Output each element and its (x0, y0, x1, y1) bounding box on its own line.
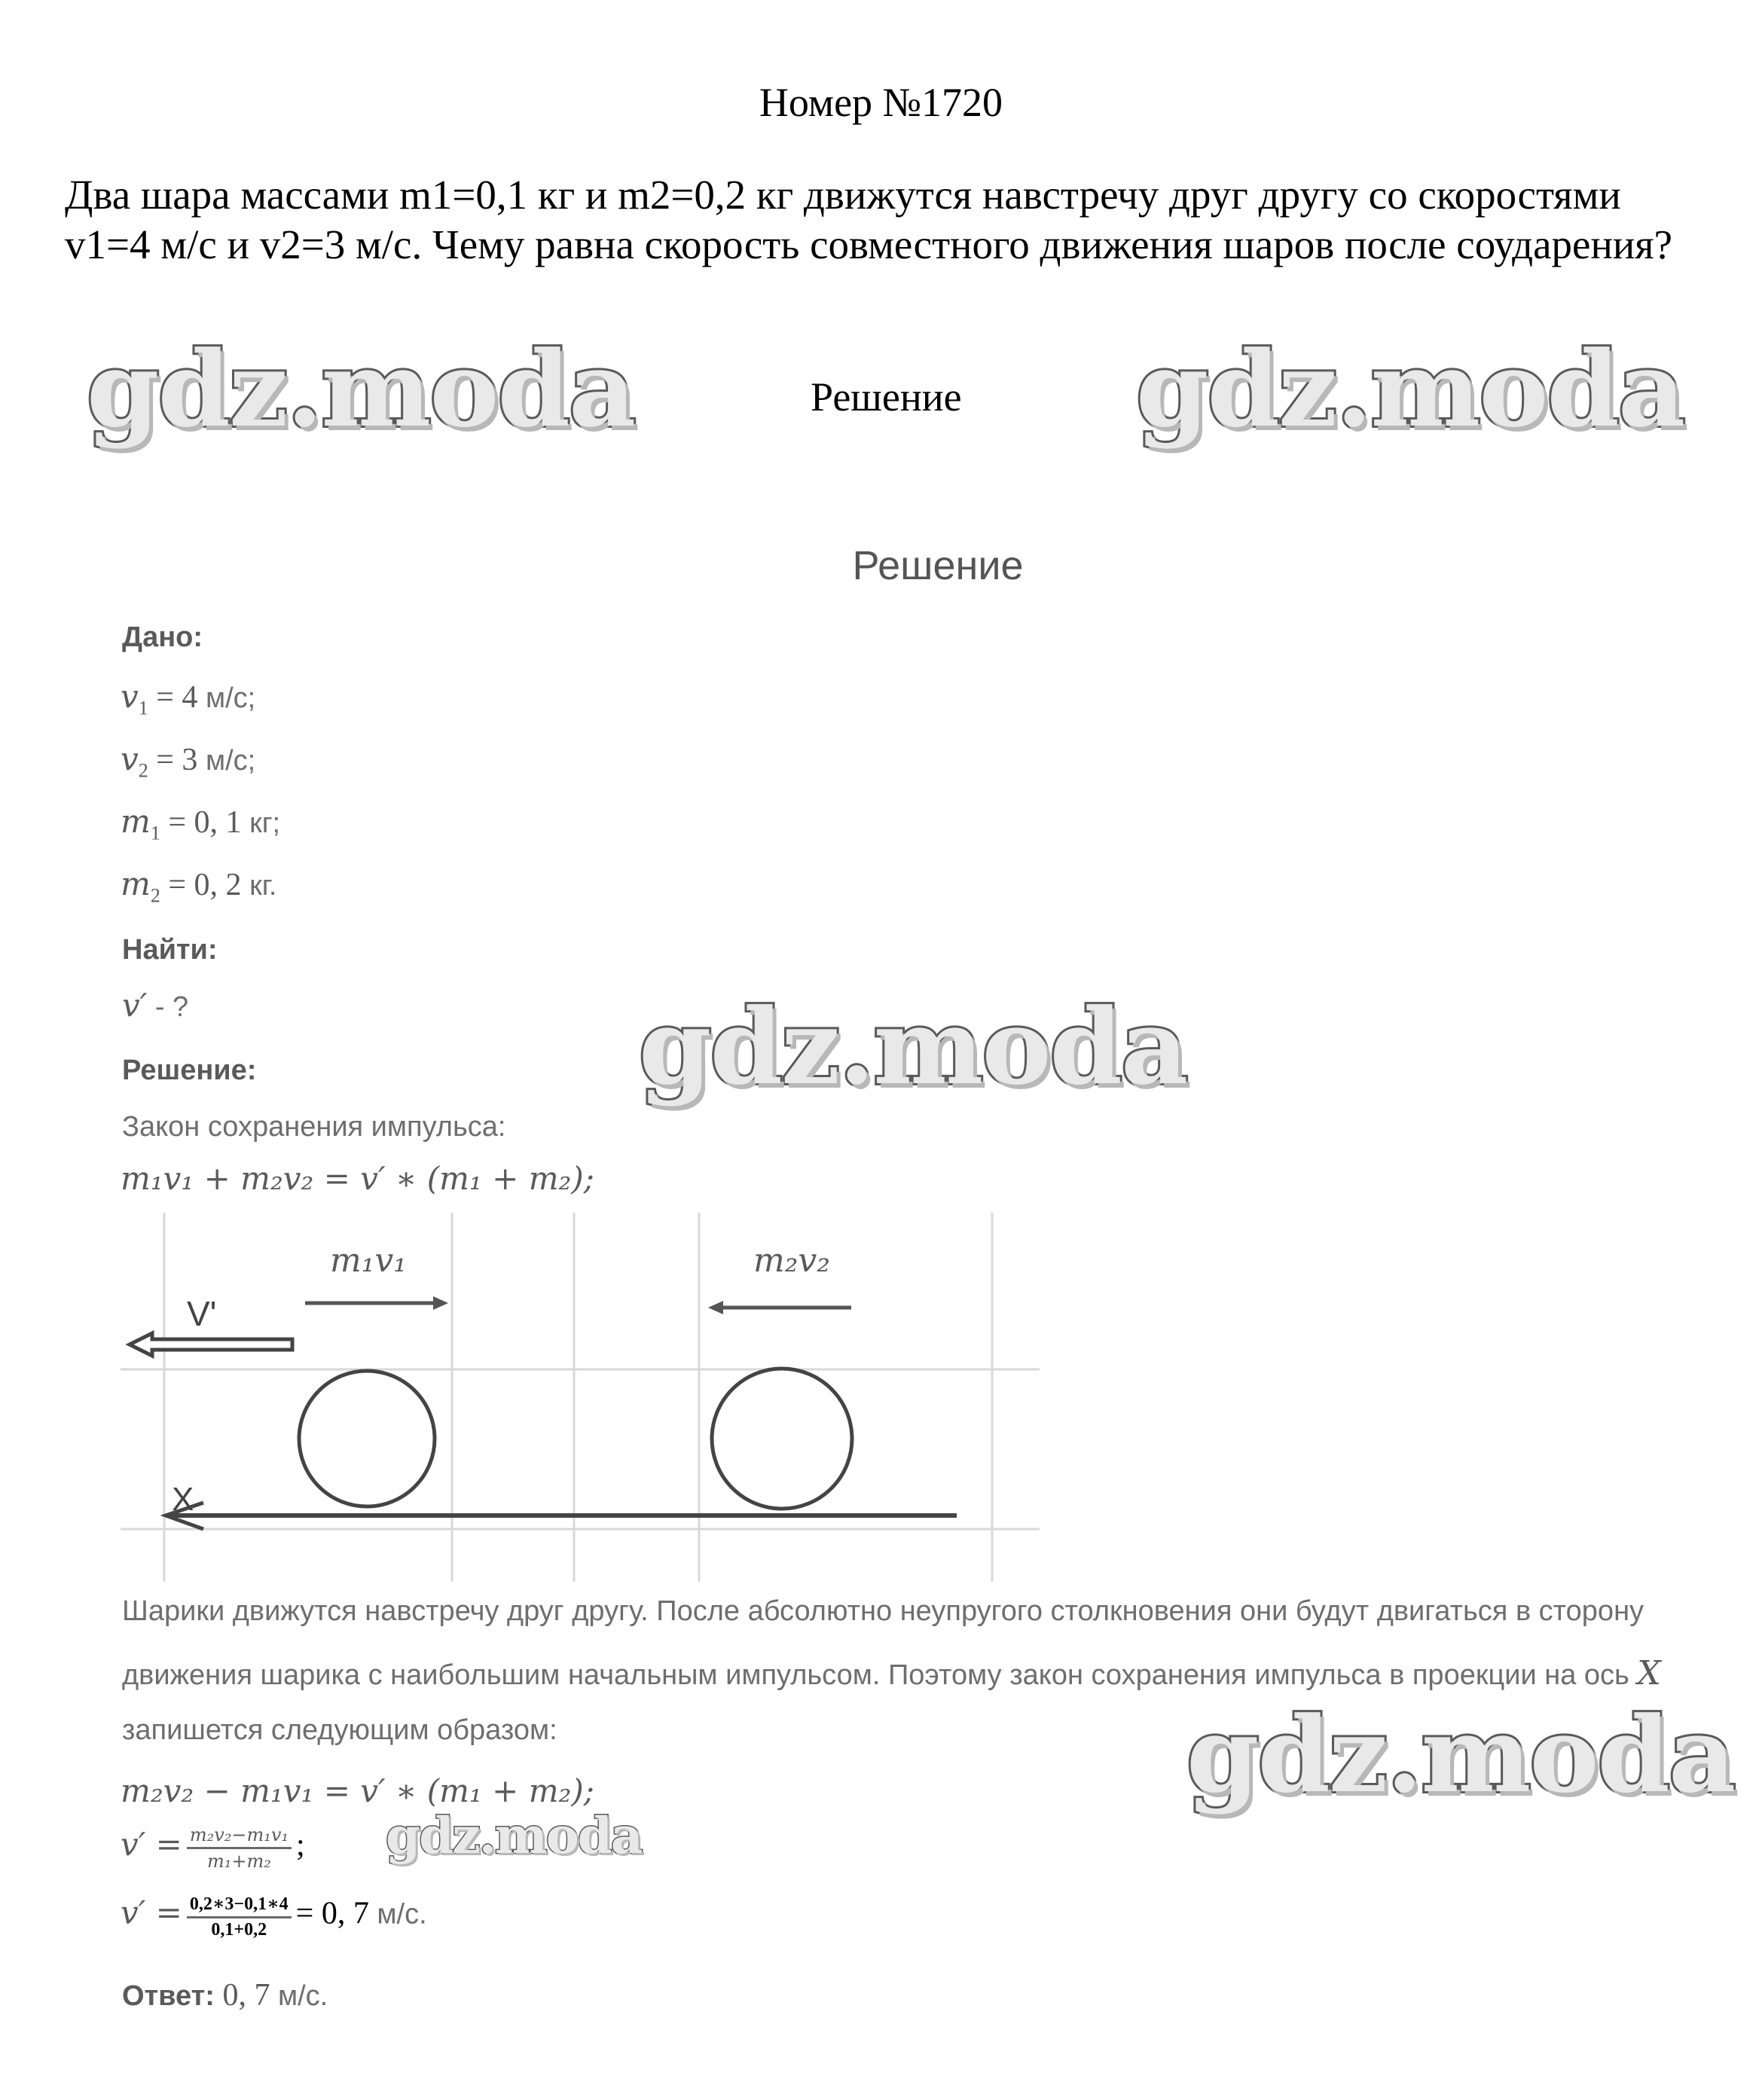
projection-equation: m₂v₂ − m₁v₁ = v′ ∗ (m₁ + m₂); (121, 1772, 594, 1809)
given-m1: $m_1 = 0$, 1 кг; (121, 803, 281, 844)
label-m1v1: m₁v₁ (330, 1241, 407, 1280)
solution-label: Решение (811, 374, 962, 420)
find-value: v′ - ? (122, 987, 189, 1024)
arrowhead-left (708, 1301, 723, 1314)
given-label: Дано: (122, 621, 203, 653)
given-m2: $m_2 = 0$, 2 кг. (121, 865, 277, 907)
velocity-formula: v′ = $\frac{\text{m₂v₂−m₁v₁}}{\text{m₁+m₂}}$ ; (121, 1824, 305, 1872)
label-m2v2: m₂v₂ (753, 1241, 830, 1280)
momentum-equation: m₁v₁ + m₂v₂ = v′ ∗ (m₁ + m₂); (121, 1160, 594, 1197)
watermark: gdz.moda (1186, 1693, 1735, 1816)
collision-diagram (121, 1213, 1040, 1582)
para-line-3: запишется следующим образом: (122, 1714, 557, 1746)
page-title: Номер №1720 (759, 80, 1003, 125)
given-v1: $v_1 = 4$ м/с; (121, 678, 256, 719)
answer: Ответ: 0, 7 м/с. (122, 1978, 328, 2013)
watermark: gdz.moda (386, 1806, 642, 1865)
watermark: gdz.moda (639, 985, 1187, 1108)
watermark: gdz.moda (1136, 328, 1684, 450)
velocity-calculation: v′ = $\frac{0,2∗3-0,1∗4}{0,1+0,2}$ = 0, 7 м/с. (121, 1892, 427, 1940)
solution-heading: Решение (852, 543, 1024, 588)
arrowhead-right (433, 1296, 448, 1310)
velocity-arrow (130, 1333, 292, 1356)
solve-label: Решение: (122, 1055, 257, 1086)
watermark: gdz.moda (87, 328, 635, 450)
grid (121, 1213, 1040, 1582)
given-v2: $v_2 = 3$ м/с; (121, 740, 256, 782)
law-text: Закон сохранения импульса: (122, 1111, 506, 1143)
para-line-1: Шарики движутся навстречу друг другу. После абсолютно неупругого столкновения они будут двигаться в сторону (122, 1595, 1644, 1627)
problem-statement: Два шара массами m1=0,1 кг и m2=0,2 кг движутся навстречу друг другу со скоростями v1=4 м/с и v2=3 м/с. Чему равна скорость совместного движения шаров после соударения? (65, 172, 1673, 267)
ball-2 (712, 1369, 852, 1509)
label-x: X (172, 1481, 194, 1518)
label-v: V' (187, 1294, 217, 1333)
para-line-2: движения шарика с наибольшим начальным импульсом. Поэтому закон сохранения импульса в проекции на ось X (122, 1654, 1661, 1693)
ball-1 (299, 1371, 435, 1506)
find-label: Найти: (122, 934, 218, 966)
